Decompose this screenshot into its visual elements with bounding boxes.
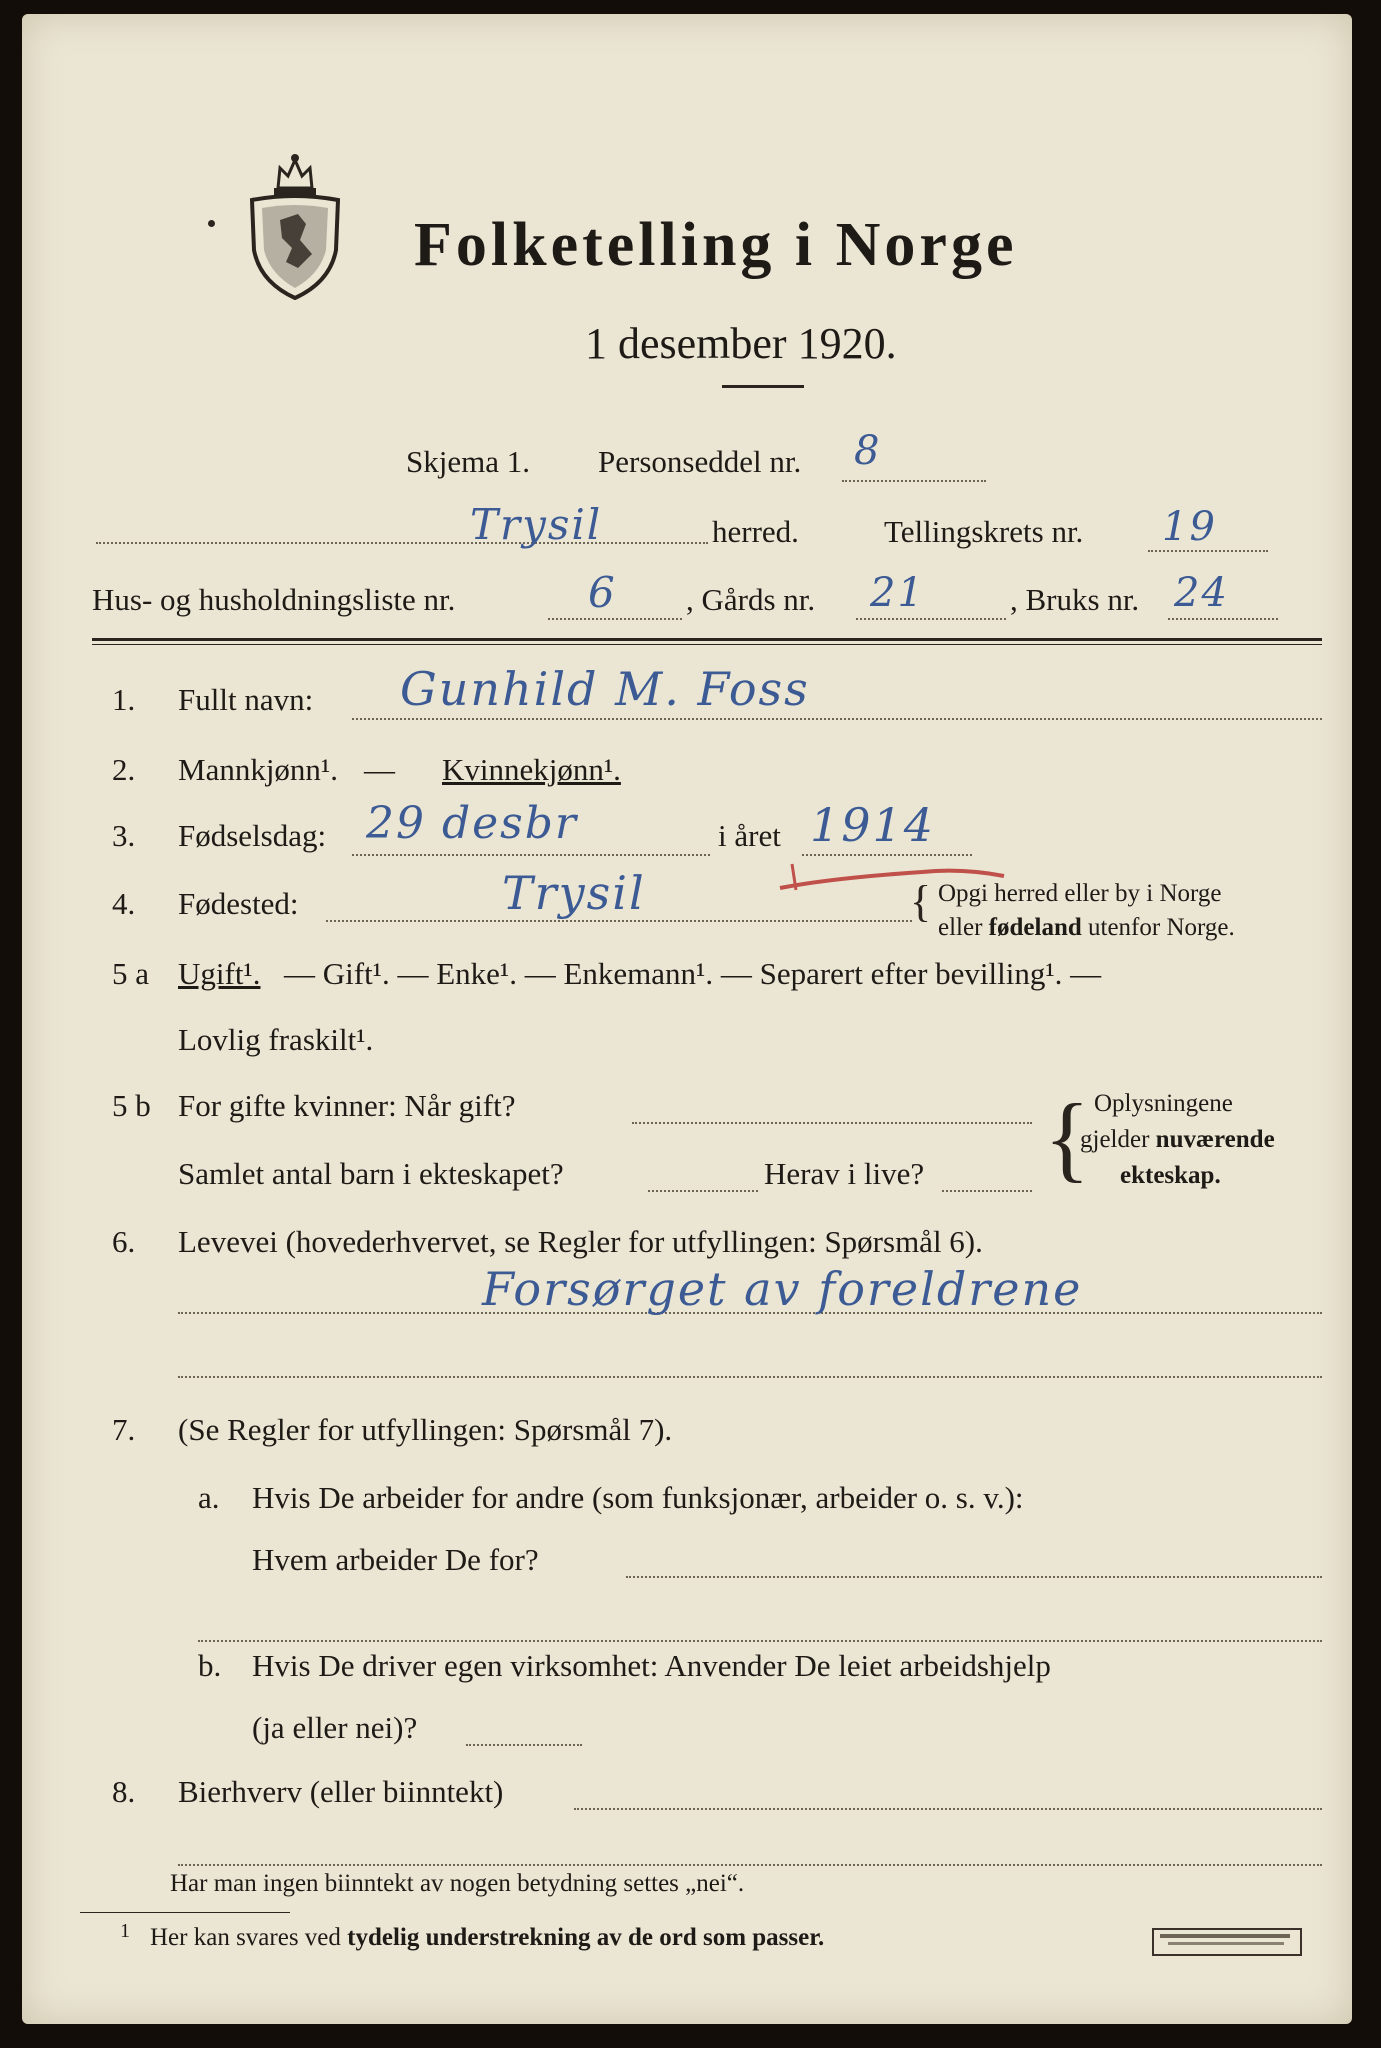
census-date: 1 desember 1920.: [585, 319, 897, 368]
printer-stamp: [1152, 1928, 1302, 1956]
q3-day-value: 29 desbr: [366, 798, 578, 849]
hus-label: Hus- og husholdningsliste nr.: [92, 582, 456, 617]
herred-value: Trysil: [470, 500, 603, 549]
gards-label: , Gårds nr.: [686, 582, 816, 617]
q4-label: Fødested:: [178, 886, 299, 921]
q7b-letter: b.: [198, 1648, 222, 1683]
q1-number: 1.: [112, 682, 136, 717]
q8-number: 8.: [112, 1774, 136, 1809]
q5a-ugift: Ugift¹.: [178, 956, 261, 991]
note-nei: Har man ingen biinntekt av nogen betydning settes „nei“.: [170, 1870, 745, 1897]
footnote-rule: [80, 1912, 290, 1913]
q7b-label: Hvis De driver egen virksomhet: Anvender De leiet arbeidshjelp: [252, 1648, 1051, 1683]
q5b-note3: ekteskap.: [1120, 1162, 1221, 1189]
q2-male: Mannkjønn¹.: [178, 752, 338, 787]
personseddel-label: Personseddel nr.: [598, 444, 802, 479]
tellingskrets-label: Tellingskrets nr.: [884, 514, 1084, 549]
q5b-note1: Oplysningene: [1094, 1090, 1233, 1117]
q5b-label2: Samlet antal barn i ekteskapet?: [178, 1156, 564, 1191]
footnote-mark: 1: [120, 1920, 130, 1942]
title-rule: [722, 385, 804, 388]
q4-value: Trysil: [502, 866, 646, 920]
q7b-label2: (ja eller nei)?: [252, 1710, 418, 1745]
q3-number: 3.: [112, 818, 136, 853]
bruks-value: 24: [1174, 570, 1229, 616]
herred-label: herred.: [712, 514, 799, 549]
page-title: Folketelling i Norge: [414, 211, 1018, 279]
q5b-number: 5 b: [112, 1088, 151, 1123]
q5b-label3: Herav i live?: [764, 1156, 925, 1191]
q5a-options: — Gift¹. — Enke¹. — Enkemann¹. — Separert efter bevilling¹. —: [284, 956, 1102, 991]
footnote-text: Her kan svares ved tydelig understrekning av de ord som passer.: [150, 1924, 825, 1951]
q1-label: Fullt navn:: [178, 682, 314, 717]
q5a-line2: Lovlig fraskilt¹.: [178, 1022, 374, 1057]
ink-dot: [208, 220, 215, 227]
header-rule: [92, 638, 1322, 641]
q7a-label2: Hvem arbeider De for?: [252, 1542, 539, 1577]
q3-label: Fødselsdag:: [178, 818, 327, 853]
personseddel-value: 8: [854, 428, 882, 474]
q2-separator: —: [364, 752, 395, 787]
q7-number: 7.: [112, 1412, 136, 1447]
gards-value: 21: [870, 570, 925, 616]
q7a-label: Hvis De arbeider for andre (som funksjonær, arbeider o. s. v.):: [252, 1480, 1024, 1515]
q5b-label1: For gifte kvinner: Når gift?: [178, 1088, 516, 1123]
q4-number: 4.: [112, 886, 136, 921]
q2-number: 2.: [112, 752, 136, 787]
q8-label: Bierhverv (eller biinntekt): [178, 1774, 504, 1809]
q6-value: Forsørget av foreldrene: [482, 1262, 1083, 1316]
q7-label: (Se Regler for utfyllingen: Spørsmål 7).: [178, 1412, 673, 1447]
q6-label: Levevei (hovederhvervet, se Regler for utfyllingen: Spørsmål 6).: [178, 1224, 983, 1259]
q2-female: Kvinnekjønn¹.: [442, 752, 621, 787]
q3-year-value: 1914: [810, 798, 936, 852]
q7a-letter: a.: [198, 1480, 220, 1515]
skjema-label: Skjema 1.: [406, 444, 530, 479]
q1-value: Gunhild M. Foss: [400, 662, 810, 716]
hus-value: 6: [588, 568, 617, 617]
bruks-label: , Bruks nr.: [1010, 582, 1140, 617]
coat-of-arms-icon: [240, 150, 350, 300]
q5a-number: 5 a: [112, 956, 150, 991]
q6-number: 6.: [112, 1224, 136, 1259]
q4-note-line1: Opgi herred eller by i Norge: [938, 880, 1222, 907]
q5b-note2: gjelder nuværende: [1080, 1126, 1275, 1153]
census-form: Folketelling i Norge 1 desember 1920. Skjema 1. Personseddel nr. 8 Trysil herred. Tellingskrets nr. 19 Hus- og husholdningsliste nr. 6 , Gårds nr. 21 , Bruks nr. 24 1. Fullt navn: Gunhild M. Foss 2. Mannkjønn¹. — Kvinnekjønn¹. 3. Fødselsdag: 29 desbr i året 1914 4. Fødested: Trysil { Opgi herred eller by i Norge eller fødeland utenfor Norge. 5 a Ugift¹. — Gift¹. — Enke¹. — Enkemann¹. — Separert efter bevilling¹. — Lovlig fraskilt¹. 5 b For gifte kvinner: Når gift? Samlet antal barn i ekteskapet? Herav i live? { Oplysningene gjelder nuværende ekteskap. 6. Levevei (hovederhvervet, se Regler for utfyllingen: Spørsmål 6). Forsørget av foreldrene 7. (Se Regler for utfyllingen: Spørsmål 7). a. Hvis De arbeider for andre (som funksjonær, arbeider o. s. v.): Hvem arbeider De for? b. Hvis De driver egen virksomhet: Anvender De leiet arbeidshjelp (ja eller nei)? 8. Bierhverv (eller biinntekt) Har man ingen biinntekt av nogen betydning settes „nei“. 1 Her kan svares ved tydelig understrekning av de ord som passer.: [22, 14, 1352, 2024]
q4-note-line2: eller fødeland utenfor Norge.: [938, 914, 1235, 941]
q3-year-label: i året: [718, 818, 781, 853]
tellingskrets-value: 19: [1162, 504, 1217, 550]
